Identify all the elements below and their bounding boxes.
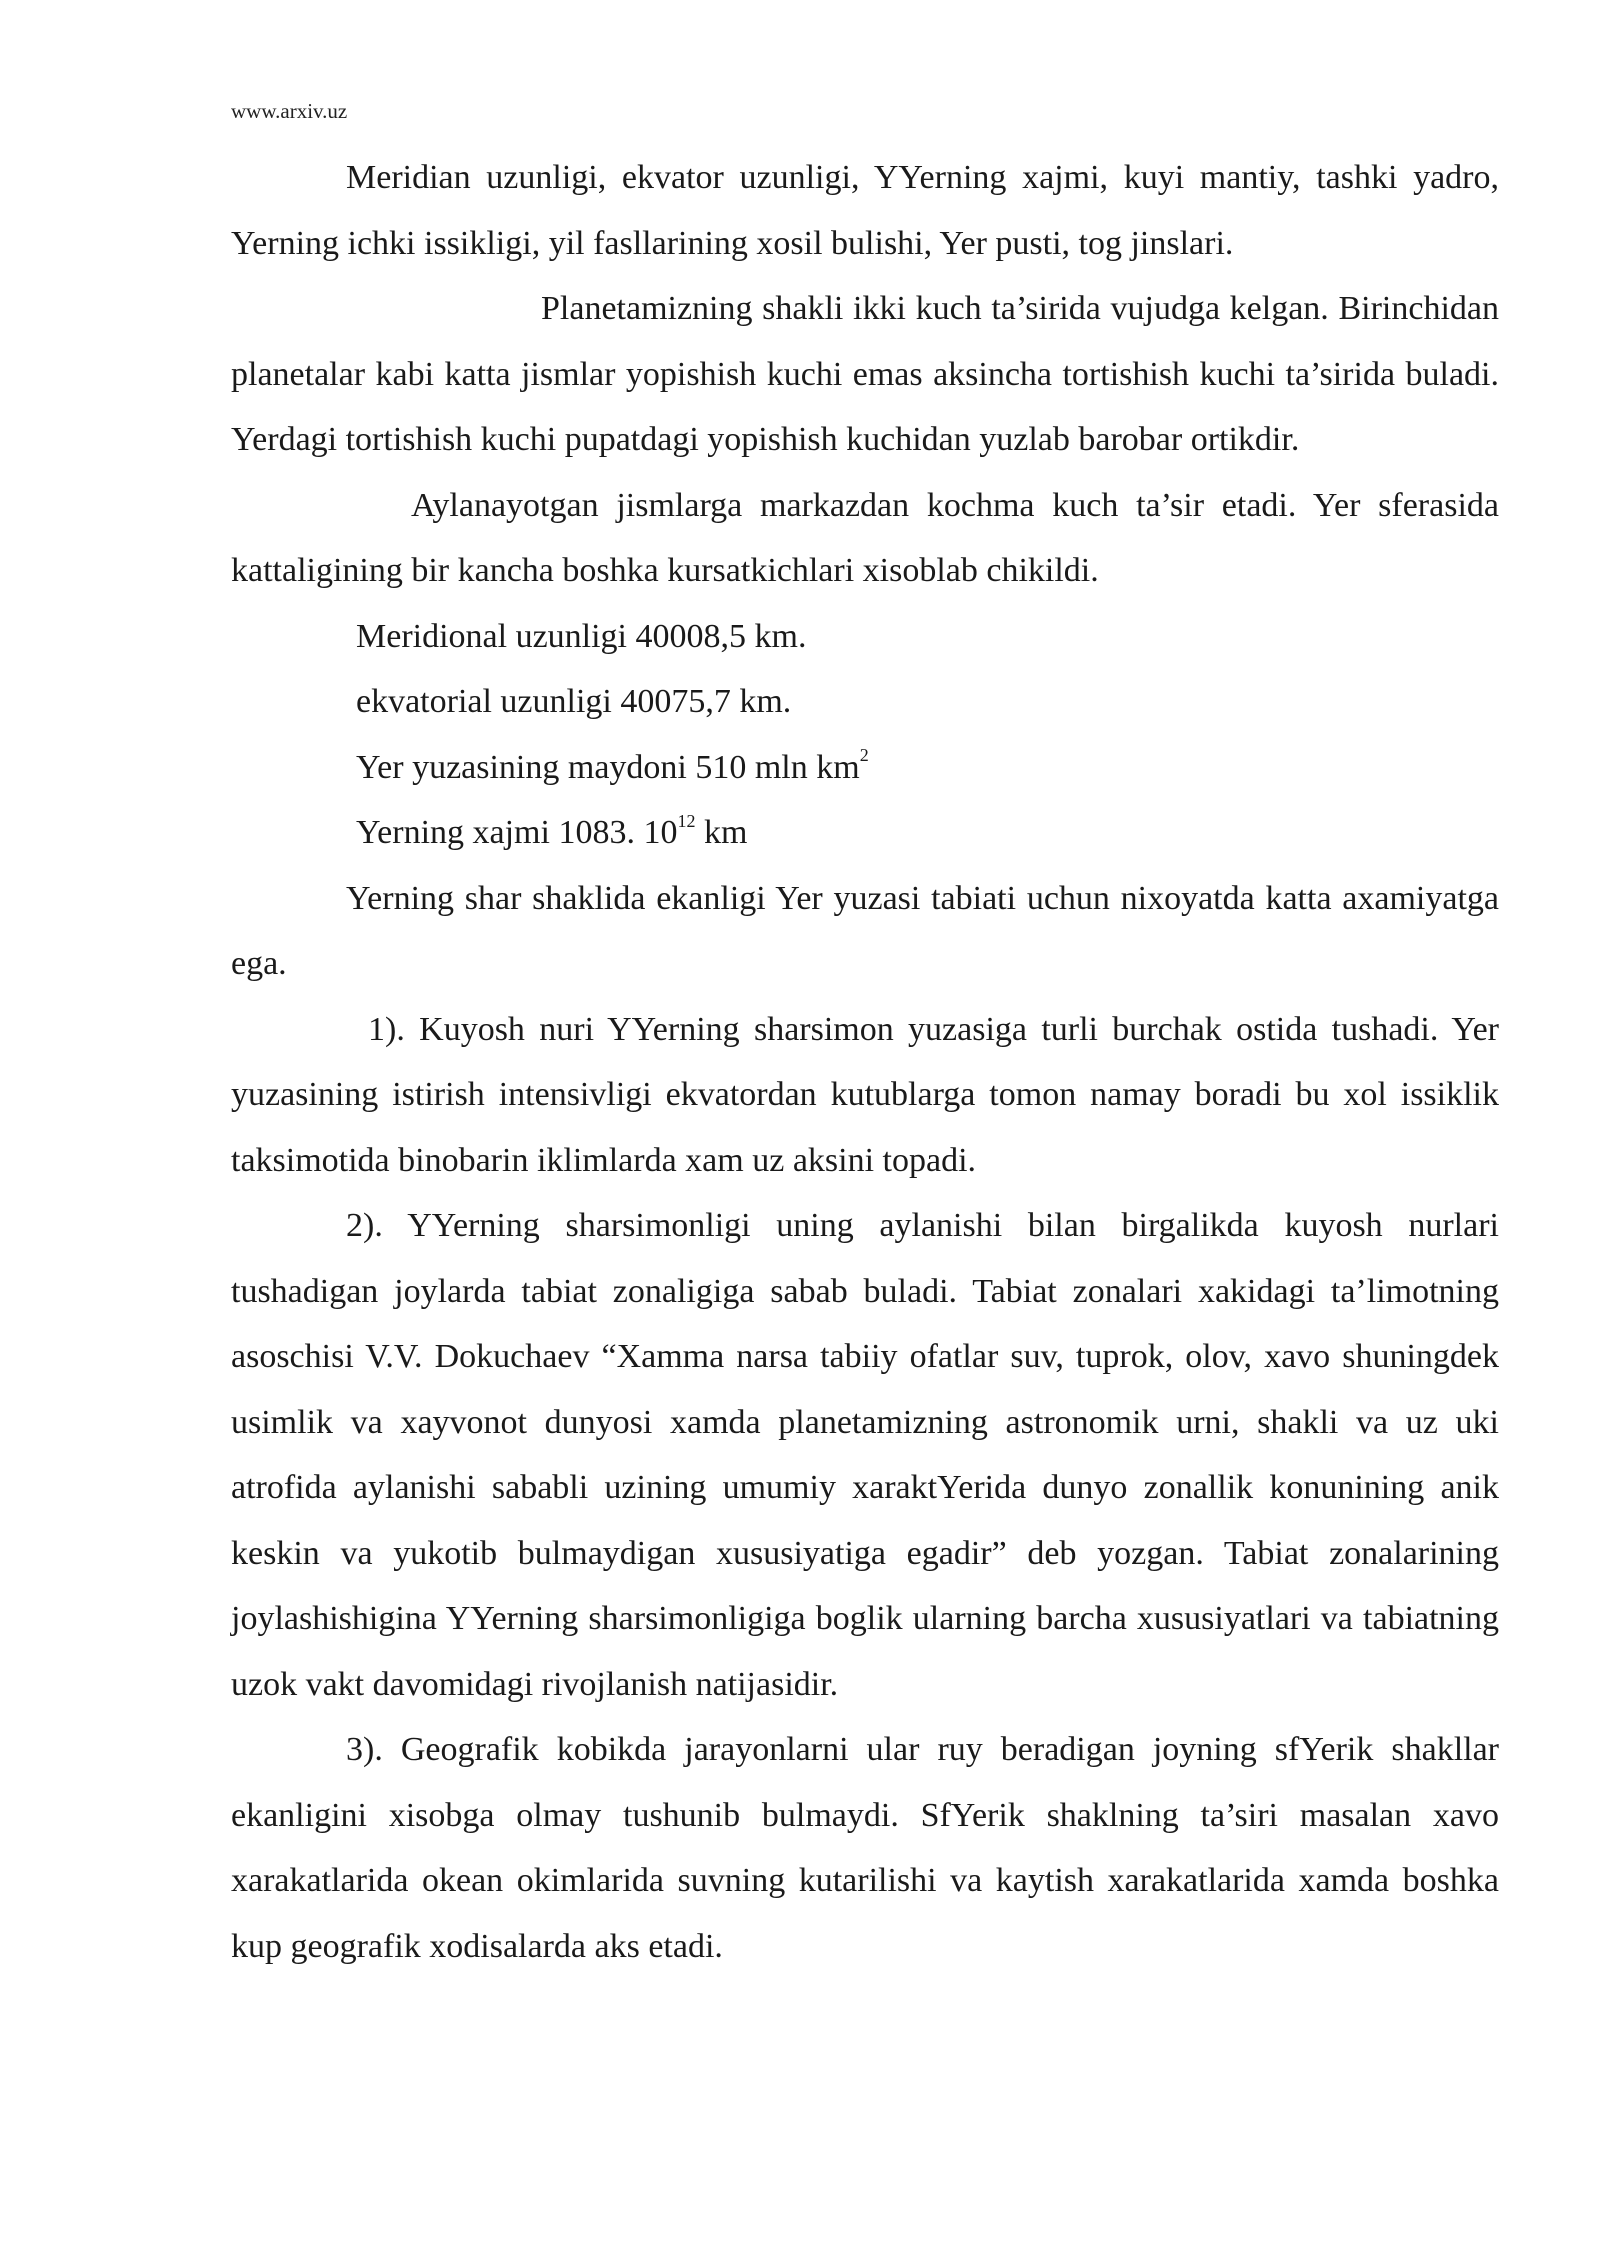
paragraph-centrifugal-force: Aylanayotgan jismlarga markazdan kochma kuch ta’sir etadi. Yer sferasida kattaligining bir kancha boshka kursatkichlari xisoblab chikildi. — [231, 486, 1499, 589]
document-body — [231, 145, 1499, 1979]
fact-surface-area-text: Yer yuzasining maydoni 510 mln km — [356, 748, 860, 786]
fact-volume-text: Yerning xajmi 1083. 10 — [356, 814, 678, 851]
fact-equatorial-length: ekvatorial uzunligi 40075,7 km. — [356, 683, 792, 720]
fact-volume-unit: km — [695, 814, 748, 851]
paragraph-sphere-importance: Yerning shar shaklida ekanligi Yer yuzasi tabiati uchun nixoyatda katta axamiyatga ega. — [231, 879, 1499, 982]
fact-surface-area — [231, 735, 1499, 801]
paragraph-planet-shape: Planetamizning shakli ikki kuch ta’sirida vujudga kelgan. Birinchidan planetalar kabi katta jismlar yopishish kuchi emas aksincha tortishish kuchi ta’sirida buladi. Yerdagi tortishish kuchi pupatdagi yopishish kuchidan yuzlab barobar ortikdir. — [231, 290, 1499, 458]
fact-surface-area-exponent: 2 — [859, 745, 869, 766]
fact-meridional-length: Meridional uzunligi 40008,5 km. — [356, 617, 807, 655]
paragraph-point-2: 2). YYerning sharsimonligi uning aylanishi bilan birgalikda kuyosh nurlari tushadigan joylarda tabiat zonaligiga sabab buladi. Tabiat zonalari xakidagi ta’limotning asoschisi V.V. Dokuchaev “Xamma narsa tabiiy ofatlar suv, tuprok, olov, xavo shuningdek usimlik va xayvonot dunyosi xamda planetamizning astronomik urni, shakli va uz uki atrofida aylanishi sababli uzining umumiy xaraktYerida dunyo zonallik konunining anik keskin va yukotib bulmaydigan xususiyatiga egadir” deb yozgan. Tabiat zonalarining joylashishigina YYerning sharsimonligiga boglik ularning barcha xususiyatlari va tabiatning uzok vakt davomidagi rivojlanish natijasidir. — [231, 1207, 1499, 1703]
paragraph-point-1: 1). Kuyosh nuri YYerning sharsimon yuzasiga turli burchak ostida tushadi. Yer yuzasining istirish intensivligi ekvatordan kutublarga tomon namay boradi bu xol issiklik taksimotida binobarin iklimlarda xam uz aksini topadi. — [231, 1010, 1499, 1179]
fact-volume-exponent: 12 — [677, 810, 696, 831]
paragraph-point-3: 3). Geografik kobikda jarayonlarni ular ruy beradigan joyning sfYerik shakllar ekanligini xisobga olmay tushunib bulmaydi. SfYerik shaklning ta’siri masalan xavo xarakatlarida okean okimlarida suvning kutarilishi va kaytish xarakatlarida xamda boshka kup geografik xodisalarda aks etadi. — [231, 1731, 1499, 1965]
fact-volume — [231, 800, 1499, 866]
paragraph-topics: Meridian uzunligi, ekvator uzunligi, YYerning xajmi, kuyi mantiy, tashki yadro, Yerning ichki issikligi, yil fasllarining xosil bulishi, Yer pusti, tog jinslari. — [231, 159, 1499, 262]
header-url: www.arxiv.uz — [231, 99, 348, 123]
